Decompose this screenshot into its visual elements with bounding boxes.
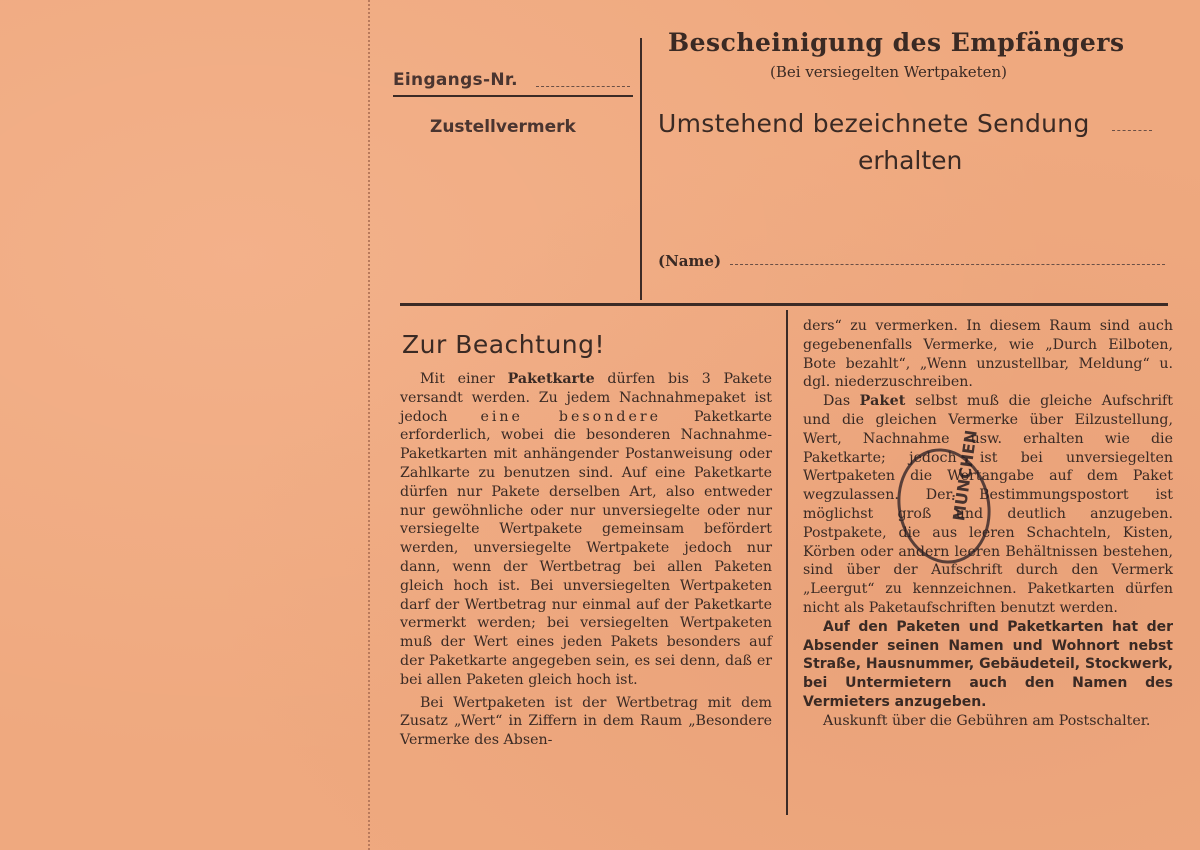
postmark-text: MÜNCHEN bbox=[949, 428, 981, 523]
notice-paragraph: Bei Wertpaketen ist der Wertbetrag mit dem Zusatz „Wert“ in Ziffern in dem Raum „Besondere Vermerke des Absen- bbox=[400, 694, 772, 749]
notice-paragraph: Mit einer Paketkarte dürfen bis 3 Pakete versandt werden. Zu jedem Nachnahmepaket ist jedoch eine besondere Paketkarte erforderlich, wobei die besonderen Nachnahme-Paketkarten mit anhängender Postanweisung oder Zahlkarte zu benutzen sind. Auf eine Paketkarte dürfen nur Pakete derselben Art, also entweder nur gewöhnliche oder nur unversiegelte oder nur versiegelte Wertpakete gemeinsam befördert werden, unversiegelte Wertpakete jedoch nur dann, wenn der Wertbetrag bei allen Paketen gleich hoch ist. Bei unversiegelten Wertpaketen darf der Wertbetrag nur einmal auf der Paketkarte vermerkt werden; bei versiegelten Wertpaketen muß der Wert eines jeden Pakets besonders auf der Paketkarte angegeben sein, es sei denn, daß er bei allen Paketen gleich hoch ist. bbox=[400, 371, 773, 688]
notice-paragraph: Das Paket selbst muß die gleiche Aufschrift und die gleichen Vermerke über Eilzustellung, Wert, Nachnahme usw. erhalten wie die Paketkarte; jedoch ist bei unversiegelten Wertpaketen die Wertangabe auf dem Paket wegzulassen. Der Bestimmungspostort ist möglichst groß und deutlich anzugeben. Postpakete, die aus leeren Schachteln, Kisten, Körben oder andern leeren Behältnissen bestehen, sind über der Aufschrift durch den Vermerk „Leergut“ zu kennzeichnen. Paketkarten dürfen nicht als Paketaufschriften benutzt werden. bbox=[803, 393, 1173, 616]
perforation-line bbox=[368, 0, 370, 850]
zustellvermerk-label: Zustellvermerk bbox=[430, 117, 576, 137]
sendung-dotted-line bbox=[1112, 130, 1152, 131]
notice-paragraph: Auskunft über die Gebühren am Postschalter. bbox=[823, 712, 1151, 729]
notice-paragraph: ders“ zu vermerken. In diesem Raum sind auch gegebenenfalls Vermerke, wie „Durch Eilboten, Bote bezahlt“, „Wenn unzustellbar, Meldung“ u. dgl. niederzuschreiben. bbox=[803, 318, 1173, 391]
certificate-title: Bescheinigung des Empfängers bbox=[668, 28, 1125, 57]
eingang-rule bbox=[393, 95, 633, 97]
name-label: (Name) bbox=[658, 252, 722, 270]
eingang-dotted-line bbox=[536, 86, 630, 87]
notice-paragraph-bold: Auf den Paketen und Paketkarten hat der Absender seinen Namen und Wohnort nebst Straße, Hausnummer, Gebäudeteil, Stockwerk, bei Untermietern auch den Namen des Vermieters anzugeben. bbox=[803, 618, 1173, 710]
vertical-divider bbox=[640, 38, 642, 300]
horizontal-divider bbox=[400, 303, 1168, 306]
column-divider bbox=[786, 310, 788, 815]
notice-left-column bbox=[400, 370, 772, 750]
sendung-line: Umstehend bezeichnete Sendung bbox=[658, 109, 1090, 138]
certificate-subtitle: (Bei versiegelten Wertpaketen) bbox=[770, 63, 1008, 81]
erhalten-text: erhalten bbox=[858, 146, 963, 175]
eingang-label: Eingangs-Nr. bbox=[393, 70, 518, 90]
notice-heading: Zur Beachtung! bbox=[402, 330, 606, 359]
name-field-line bbox=[730, 264, 1165, 265]
